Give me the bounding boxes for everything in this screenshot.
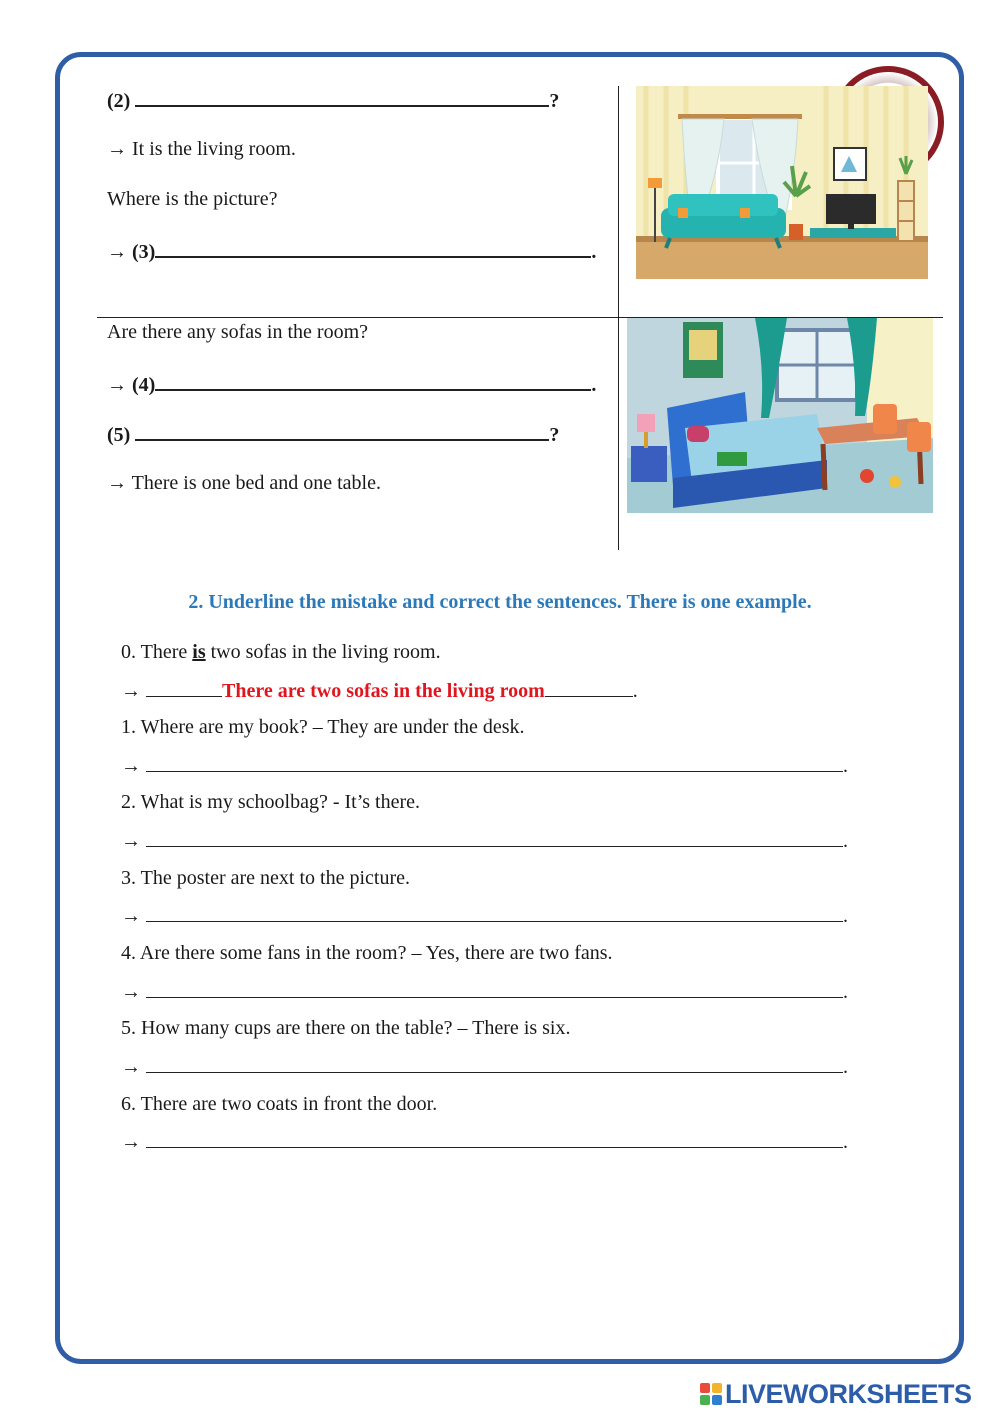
arrow-icon: → [121,755,141,777]
arrow-icon: → [121,1056,141,1078]
living-room-picture [636,86,928,279]
liveworksheets-logo-icon [700,1383,722,1405]
section-2-heading: 2. Underline the mistake and correct the sentences. There is one example. [188,591,812,613]
example-sentence: 0. There is two sofas in the living room. [121,641,441,663]
exercise-answer-line-5: → . [121,1056,848,1078]
question-2: (2) ? [107,90,560,112]
example-answer: → There are two sofas in the living room . [121,680,638,702]
answer-blank-3[interactable] [155,240,591,258]
table-divider-vertical [618,86,619,550]
arrow-icon: → [107,241,127,263]
question-4-prompt: Are there any sofas in the room? [107,321,369,343]
answer-blank-item-2[interactable] [146,830,843,847]
arrow-icon: → [107,374,127,396]
question-4: → (4) . [107,374,597,396]
question-3-prompt: Where is the picture? [107,188,278,210]
exercise-answer-line-3: → . [121,905,848,927]
exercise-item-2: 2. What is my schoolbag? - It’s there. [121,791,421,813]
exercise-item-3: 3. The poster are next to the picture. [121,867,410,889]
arrow-icon: → [121,1131,141,1153]
arrow-icon: → [121,680,141,702]
answer-blank-item-5[interactable] [146,1056,843,1073]
exercise-item-5: 5. How many cups are there on the table? – There is six. [121,1017,571,1039]
exercise-answer-line-2: → . [121,830,848,852]
exercise-item-6: 6. There are two coats in front the door. [121,1093,438,1115]
exercise-item-4: 4. Are there some fans in the room? – Yes, there are two fans. [121,942,613,964]
arrow-icon: → [107,472,127,494]
answer-blank-item-1[interactable] [146,755,843,772]
mistake-word: is [192,641,206,663]
arrow-icon: → [121,905,141,927]
bedroom-picture [627,318,933,513]
example-correction: There are two sofas in the living room [222,680,545,702]
arrow-icon: → [121,981,141,1003]
arrow-icon: → [107,138,127,160]
answer-5: → There is one bed and one table. [107,472,381,494]
question-3: → (3) . [107,241,597,263]
exercise-item-1: 1. Where are my book? – They are under the desk. [121,716,525,738]
answer-blank-item-3[interactable] [146,905,843,922]
exercise-answer-line-4: → . [121,981,848,1003]
answer-blank-4[interactable] [155,373,591,391]
question-5: (5) ? [107,424,560,446]
answer-blank-item-4[interactable] [146,981,843,998]
brand-name: LIVEWORKSHEETS [725,1378,972,1409]
answer-blank-5[interactable] [135,423,549,441]
answer-blank-item-6[interactable] [146,1131,843,1148]
arrow-icon: → [121,830,141,852]
exercise-answer-line-1: → . [121,755,848,777]
answer-2: → It is the living room. [107,138,296,160]
exercise-answer-line-6: → . [121,1131,848,1153]
answer-blank-2[interactable] [135,89,549,107]
liveworksheets-brand [700,1377,972,1411]
